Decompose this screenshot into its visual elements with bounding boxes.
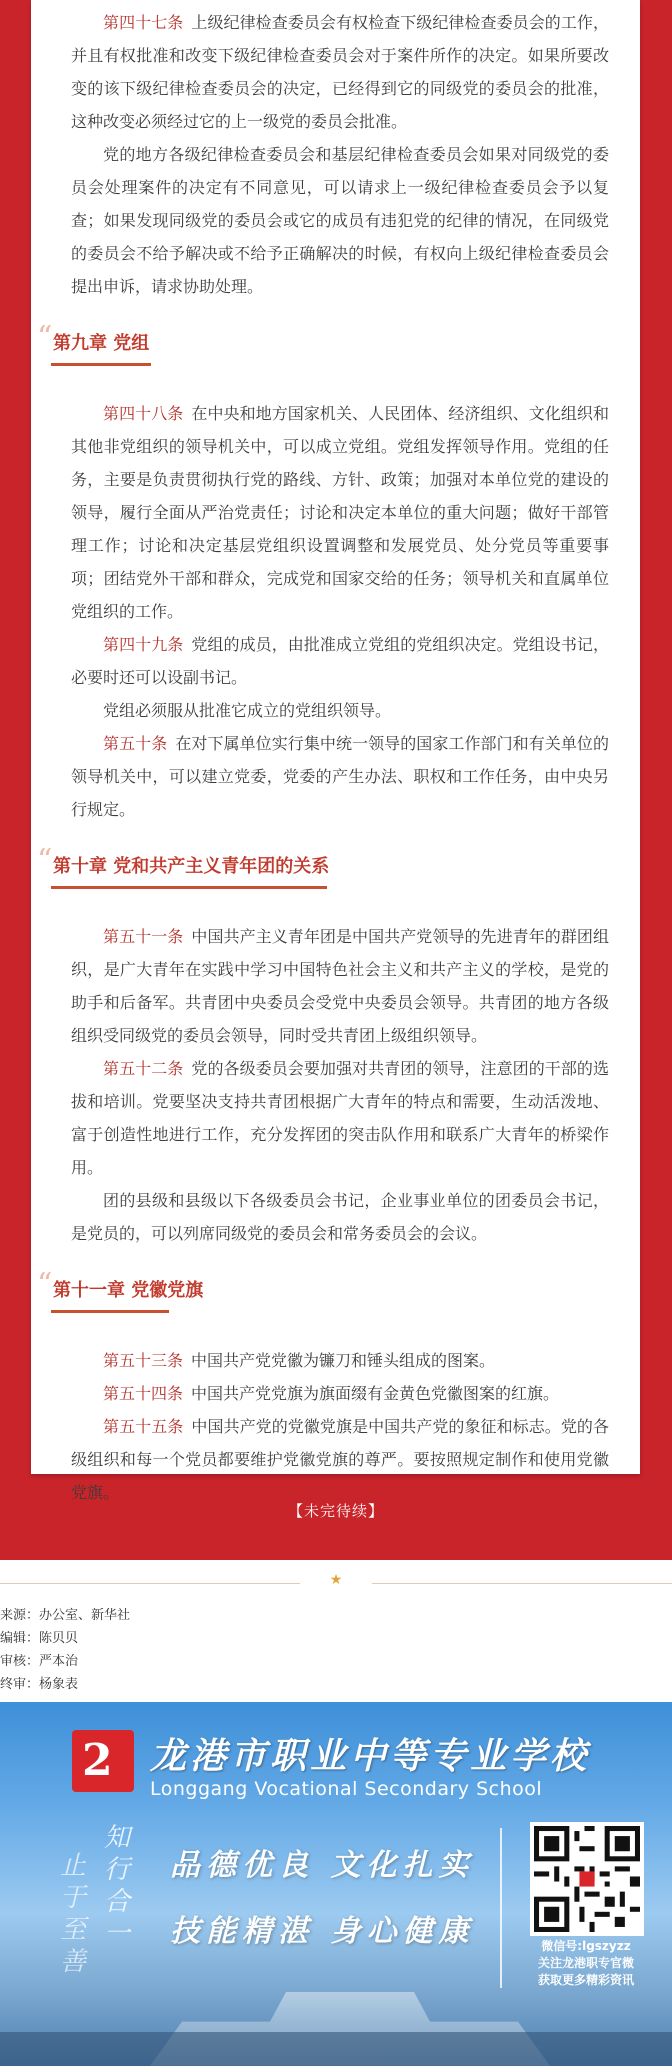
- article-text: 中国共产党党徽为镰刀和锤头组成的图案。: [191, 1351, 496, 1370]
- article-text: 在中央和地方国家机关、人民团体、经济组织、文化组织和其他非党组织的领导机关中，可以成立党组。党组发挥领导作用。党组的任务，主要是负责贯彻执行党的路线、方针、政策；加强对本单位党的建设的领导，履行全面从严治党责任；讨论和决定本单位的重大问题；做好干部管理工作；讨论和决定基层党组织设置调整和发展党员、处分党员等重要事项；团结党外干部和群众，完成党和国家交给的任务；领导机关和直属单位党组织的工作。: [71, 404, 609, 621]
- article-paragraph: [71, 1410, 609, 1509]
- article-text: 团的县级和县级以下各级委员会书记，企业事业单位的团委员会书记，是党员的，可以列席同级党的委员会和常务委员会的会议。: [71, 1191, 609, 1243]
- separator-line-right: [372, 1583, 672, 1584]
- article-paragraph: [71, 1184, 609, 1250]
- qr-caption: [518, 1938, 654, 1989]
- article-number: 第五十二条: [103, 1059, 184, 1078]
- chapter-title: 第十一章 党徽党旗: [53, 1280, 204, 1301]
- motto-supreme-good: 止于至善: [60, 1851, 87, 1977]
- banner-divider: [500, 1828, 502, 1988]
- school-name-en: Longgang Vocational Secondary School: [150, 1778, 543, 1800]
- article-text: 党的各级委员会要加强对共青团的领导，注意团的干部的选拔和培训。党要坚决支持共青团根据广大青年的特点和需要，生动活泼地、富于创造性地进行工作，充分发挥团的突击队作用和联系广大青年的桥梁作用。: [71, 1059, 609, 1177]
- article-content: [37, 6, 609, 1509]
- school-logo-icon: 2: [72, 1730, 134, 1792]
- wechat-id: 微信号:lgszyzz: [541, 1939, 631, 1953]
- slogan-line-1: 品德优良 文化扎实: [170, 1848, 475, 1883]
- chapter-heading: [37, 836, 609, 898]
- article-paragraph: [71, 727, 609, 826]
- chapter-heading: [37, 1260, 609, 1322]
- article-number: 第五十五条: [103, 1417, 184, 1436]
- article-number: 第五十三条: [103, 1351, 184, 1370]
- separator: [0, 1574, 672, 1594]
- chapter-underline: [51, 886, 327, 889]
- school-banner: [0, 1702, 672, 2066]
- article-text: 上级纪律检查委员会有权检查下级纪律检查委员会的工作，并且有权批准和改变下级纪律检查委员会对于案件所作的决定。如果所要改变的该下级纪律检查委员会的决定，已经得到它的同级党的委员会的批准，这种改变必须经过它的上一级党的委员会批准。: [71, 13, 609, 131]
- article-paper: [31, 0, 640, 1502]
- more-info-text: 获取更多精彩资讯: [537, 1973, 634, 1987]
- chapter-underline: [51, 363, 151, 366]
- article-text: 中国共产党党旗为旗面缀有金黄色党徽图案的红旗。: [191, 1384, 560, 1403]
- chapter-heading: [37, 313, 609, 375]
- credit-source: 来源：办公室、新华社: [0, 1608, 131, 1623]
- article-number: 第五十条: [103, 734, 168, 753]
- article-paragraph: [71, 397, 609, 628]
- campus-plaza-image: [0, 2032, 672, 2066]
- credit-reviewer: 审核：严本治: [0, 1654, 79, 1669]
- article-number: 第四十九条: [103, 635, 184, 654]
- article-text: 中国共产主义青年团是中国共产党领导的先进青年的群团组织，是广大青年在实践中学习中国特色社会主义和共产主义的学校，是党的助手和后备军。共青团中央委员会受党中央委员会领导。共青团的地方各级组织受同级党的委员会领导，同时受共青团上级组织领导。: [71, 927, 609, 1045]
- credit-final-reviewer: 终审：杨象表: [0, 1677, 79, 1692]
- star-icon: ★: [329, 1572, 343, 1588]
- article-paragraph: [71, 1344, 609, 1377]
- article-paragraph: [71, 920, 609, 1052]
- article-text: 在对下属单位实行集中统一领导的国家工作部门和有关单位的领导机关中，可以建立党委，党委的产生办法、职权和工作任务，由中央另行规定。: [71, 734, 609, 819]
- credit-editor: 编辑：陈贝贝: [0, 1631, 79, 1646]
- chapter-title: 第十章 党和共产主义青年团的关系: [53, 856, 330, 877]
- article-number: 第四十八条: [103, 404, 184, 423]
- article-text: 党组的成员，由批准成立党组的党组织决定。党组设书记，必要时还可以设副书记。: [71, 635, 609, 687]
- article-paragraph: [71, 138, 609, 303]
- qr-code-icon: [534, 1826, 640, 1932]
- quote-mark-icon: “: [37, 1267, 53, 1302]
- article-number: 第五十一条: [103, 927, 184, 946]
- article-text: 党组必须服从批准它成立的党组织领导。: [103, 701, 392, 720]
- article-text: 党的地方各级纪律检查委员会和基层纪律检查委员会如果对同级党的委员会处理案件的决定有不同意见，可以请求上一级纪律检查委员会予以复查；如果发现同级党的委员会或它的成员有违犯党的纪律的情况，在同级党的委员会不给予解决或不给予正确解决的时候，有权向上级纪律检查委员会提出申诉，请求协助处理。: [71, 145, 609, 296]
- quote-mark-icon: “: [37, 320, 53, 355]
- credits: [0, 1604, 130, 1696]
- quote-mark-icon: “: [37, 843, 53, 878]
- article-paragraph: [71, 628, 609, 694]
- article-paragraph: [71, 1377, 609, 1410]
- article-number: 第五十四条: [103, 1384, 184, 1403]
- article-paragraph: [71, 694, 609, 727]
- chapter-underline: [51, 1310, 169, 1313]
- article-paragraph: [71, 6, 609, 138]
- to-be-continued-label: 【未完待续】: [287, 1502, 384, 1520]
- wechat-qr-code[interactable]: [530, 1822, 644, 1936]
- article-text: 中国共产党的党徽党旗是中国共产党的象征和标志。党的各级组织和每一个党员都要维护党徽党旗的尊严。要按照规定制作和使用党徽党旗。: [71, 1417, 609, 1502]
- separator-line-left: [0, 1583, 300, 1584]
- article-number: 第四十七条: [103, 13, 184, 32]
- slogan-line-2: 技能精湛 身心健康: [170, 1914, 475, 1949]
- motto-knowledge-action: 知行合一: [104, 1823, 131, 1949]
- chapter-title: 第九章 党组: [53, 333, 150, 354]
- school-name-cn: 龙港市职业中等专业学校: [150, 1735, 591, 1777]
- follow-text: 关注龙港职专官微: [537, 1956, 634, 1970]
- article-paragraph: [71, 1052, 609, 1184]
